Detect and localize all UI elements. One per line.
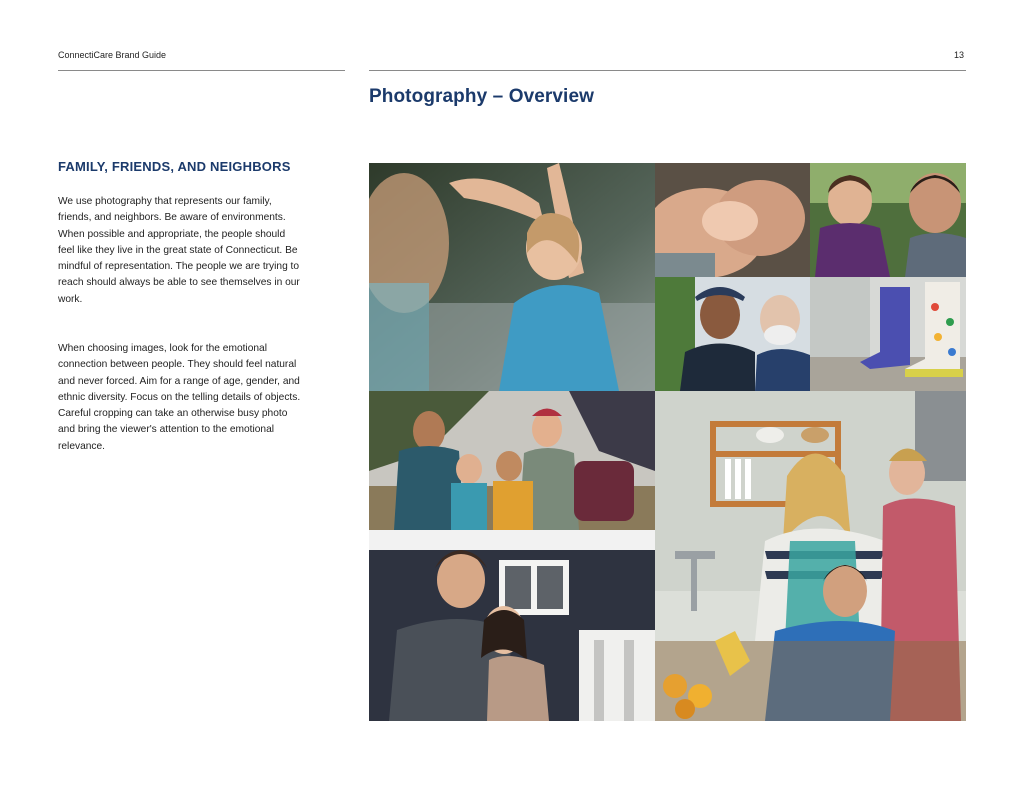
document-name: ConnectiCare Brand Guide — [58, 50, 167, 60]
body-paragraph-2: When choosing images, look for the emotional connection between people. They should feel natural and never forced. Aim for a range of age, gender, and ethnic diversity. Focus on the telling details of objects. Careful cropping can take an otherwise busy photo and bring the viewer's attention to the emotional relevance. — [58, 343, 301, 452]
page-number: 13 — [953, 50, 964, 60]
header-rule-left — [58, 70, 345, 71]
photo-rain-boots — [810, 277, 966, 391]
photo-family-cooking — [655, 391, 966, 721]
header-rule-right — [369, 70, 966, 71]
photo-two-men-smiling — [655, 277, 810, 391]
photo-baby-hands — [655, 163, 810, 277]
photo-collage — [369, 163, 966, 721]
section-heading: FAMILY, FRIENDS, AND NEIGHBORS — [58, 159, 291, 174]
page-title: Photography – Overview — [369, 86, 594, 107]
photo-girl-with-father — [810, 163, 966, 277]
photo-family-hiking — [369, 391, 655, 530]
photo-couple-embracing — [369, 530, 655, 721]
body-paragraph-1: We use photography that represents our family, friends, and neighbors. Be aware of environments. When possible and appropriate, the people should feel like they live in the great state of Connecticut. Be mindful of representation. The people we are trying to reach should always be able to see themselves in our work. — [58, 196, 300, 305]
photo-woman-stretching — [369, 163, 655, 391]
